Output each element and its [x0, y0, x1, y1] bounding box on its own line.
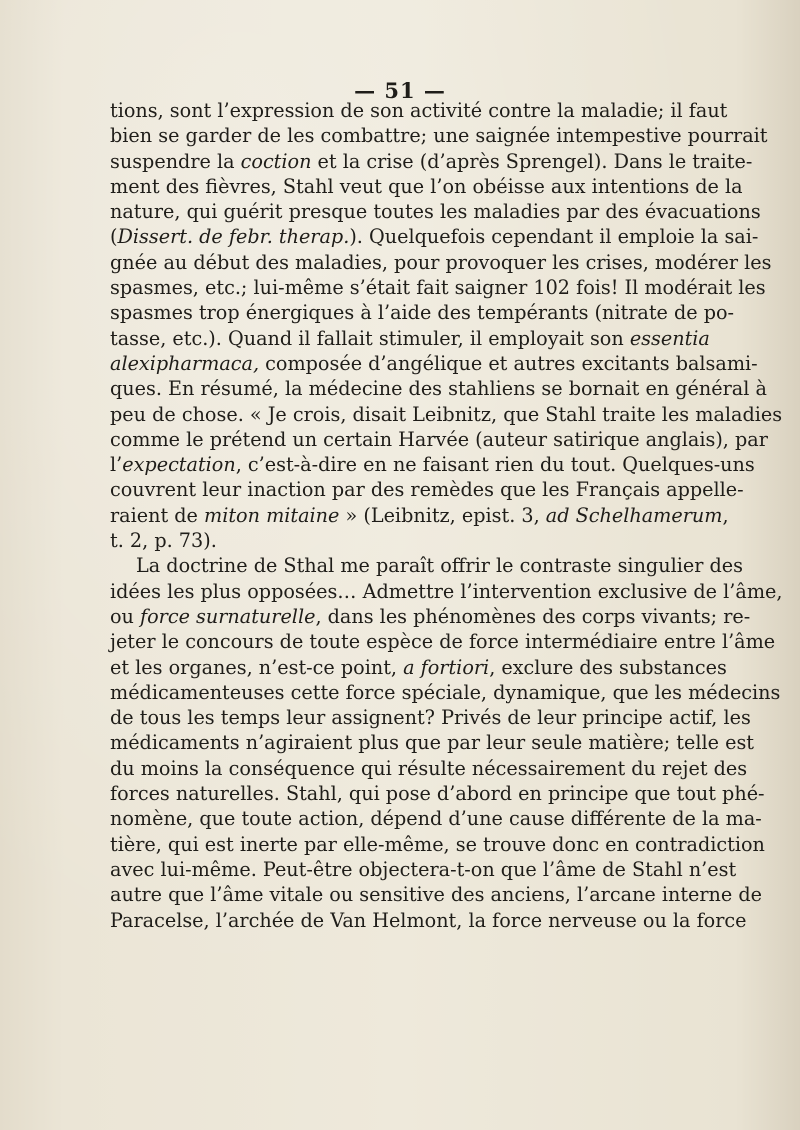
text-line: [110, 174, 743, 199]
text-line: [110, 326, 710, 351]
text-line: [110, 832, 765, 857]
text-line: [110, 908, 747, 933]
text-line: [110, 275, 766, 300]
text-run: nature, qui guérit presque toutes les maladies par des évacuations: [110, 200, 761, 224]
text-run: spasmes trop énergiques à l’aide des tempérants (nitrate de po-: [110, 301, 735, 325]
text-line: [110, 553, 743, 578]
text-run: du moins la conséquence qui résulte nécessairement du rejet des: [110, 756, 748, 780]
text-line: [110, 730, 755, 755]
text-line: [110, 680, 781, 705]
text-run: La doctrine de Sthal me paraît offrir le contraste singulier des: [136, 554, 743, 578]
text-run: tière, qui est inerte par elle-même, se trouve donc en contradiction: [110, 832, 765, 856]
text-run: (: [110, 225, 118, 249]
italic-text: a fortiori: [403, 655, 490, 679]
text-line: [110, 477, 744, 502]
text-line: [110, 503, 729, 528]
text-line: [110, 452, 755, 477]
text-line: [110, 857, 737, 882]
text-line: [110, 224, 759, 249]
text-run: l’: [110, 453, 123, 477]
text-run: composée d’angélique et autres excitants balsami-: [259, 351, 758, 375]
text-line: [110, 604, 751, 629]
text-line: [110, 376, 767, 401]
text-run: Paracelse, l’archée de Van Helmont, la force nerveuse ou la force: [110, 908, 747, 932]
text-line: [110, 427, 768, 452]
text-line: [110, 123, 768, 148]
text-line: [110, 149, 753, 174]
text-line: [110, 882, 763, 907]
text-run: forces naturelles. Stahl, qui pose d’abord en principe que tout phé-: [110, 782, 765, 806]
text-run: idées les plus opposées… Admettre l’intervention exclusive de l’âme,: [110, 579, 783, 603]
text-run: ques. En résumé, la médecine des stahliens se bornait en général à: [110, 377, 767, 401]
text-run: raient de: [110, 503, 205, 527]
text-run: » (Leibnitz, epist. 3,: [339, 503, 546, 527]
text-run: de tous les temps leur assignent? Privés de leur principe actif, les: [110, 706, 751, 730]
text-line: [110, 98, 728, 123]
italic-text: ad Schelhamerum: [545, 503, 723, 527]
text-line: [110, 781, 765, 806]
text-run: , exclure des substances: [489, 655, 727, 679]
text-run: peu de chose. « Je crois, disait Leibnitz, que Stahl traite les maladies: [110, 402, 783, 426]
text-line: [110, 300, 735, 325]
text-run: suspendre la: [110, 149, 241, 173]
text-run: spasmes, etc.; lui-même s’était fait saigner 102 fois! Il modérait les: [110, 276, 766, 300]
text-run: bien se garder de les combattre; une saignée intempestive pourrait: [110, 124, 768, 148]
page-number: — 51 —: [354, 78, 446, 103]
text-run: , dans les phénomènes des corps vivants; re-: [315, 604, 751, 628]
text-run: et les organes, n’est-ce point,: [110, 655, 404, 679]
text-line: [110, 402, 783, 427]
text-run: ment des fièvres, Stahl veut que l’on obéisse aux intentions de la: [110, 174, 743, 198]
text-run: avec lui-même. Peut-être objectera-t-on que l’âme de Stahl n’est: [110, 857, 737, 881]
text-run: et la crise (d’après Sprengel). Dans le traite-: [311, 149, 753, 173]
text-run: tions, sont l’expression de son activité contre la maladie; il faut: [110, 99, 728, 122]
text-run: jeter le concours de toute espèce de force intermédiaire entre l’âme: [110, 630, 776, 654]
text-run: nomène, que toute action, dépend d’une cause différente de la ma-: [110, 807, 762, 831]
text-line: [110, 629, 776, 654]
italic-text: alexipharmaca,: [110, 351, 260, 375]
text-line: [110, 655, 727, 680]
text-line: [110, 528, 670, 553]
text-run: ou: [110, 604, 141, 628]
italic-text: essentia: [629, 326, 710, 350]
text-run: comme le prétend un certain Harvée (auteur satirique anglais), par: [110, 427, 768, 451]
text-run: autre que l’âme vitale ou sensitive des anciens, l’arcane interne de: [110, 883, 763, 907]
text-line: [110, 579, 783, 604]
body-text: [110, 98, 783, 933]
text-line: [110, 250, 772, 275]
text-run: gnée au début des maladies, pour provoquer les crises, modérer les: [110, 250, 772, 274]
text-run: médicaments n’agiraient plus que par leur seule matière; telle est: [110, 731, 755, 755]
italic-text: coction: [240, 149, 312, 173]
text-run: , c’est-à-dire en ne faisant rien du tout. Quelques-uns: [235, 453, 755, 477]
text-run: ). Quelquefois cependant il emploie la sai-: [349, 225, 759, 249]
text-line: [110, 705, 751, 730]
text-line: [110, 756, 748, 781]
text-run: couvrent leur inaction par des remèdes que les Français appelle-: [110, 478, 744, 502]
italic-text: expectation: [122, 453, 236, 477]
text-run: médicamenteuses cette force spéciale, dynamique, que les médecins: [110, 680, 781, 704]
italic-text: Dissert. de febr. therap.: [117, 225, 350, 249]
text-line: [110, 351, 758, 376]
text-run: tasse, etc.). Quand il fallait stimuler, il employait son: [110, 326, 630, 350]
text-line: [110, 199, 761, 224]
text-run: t. 2, p. 73).: [110, 529, 217, 553]
italic-text: force surnaturelle: [140, 604, 316, 628]
text-line: [110, 806, 762, 831]
text-run: ,: [722, 503, 729, 527]
italic-text: miton mitaine: [204, 503, 340, 527]
